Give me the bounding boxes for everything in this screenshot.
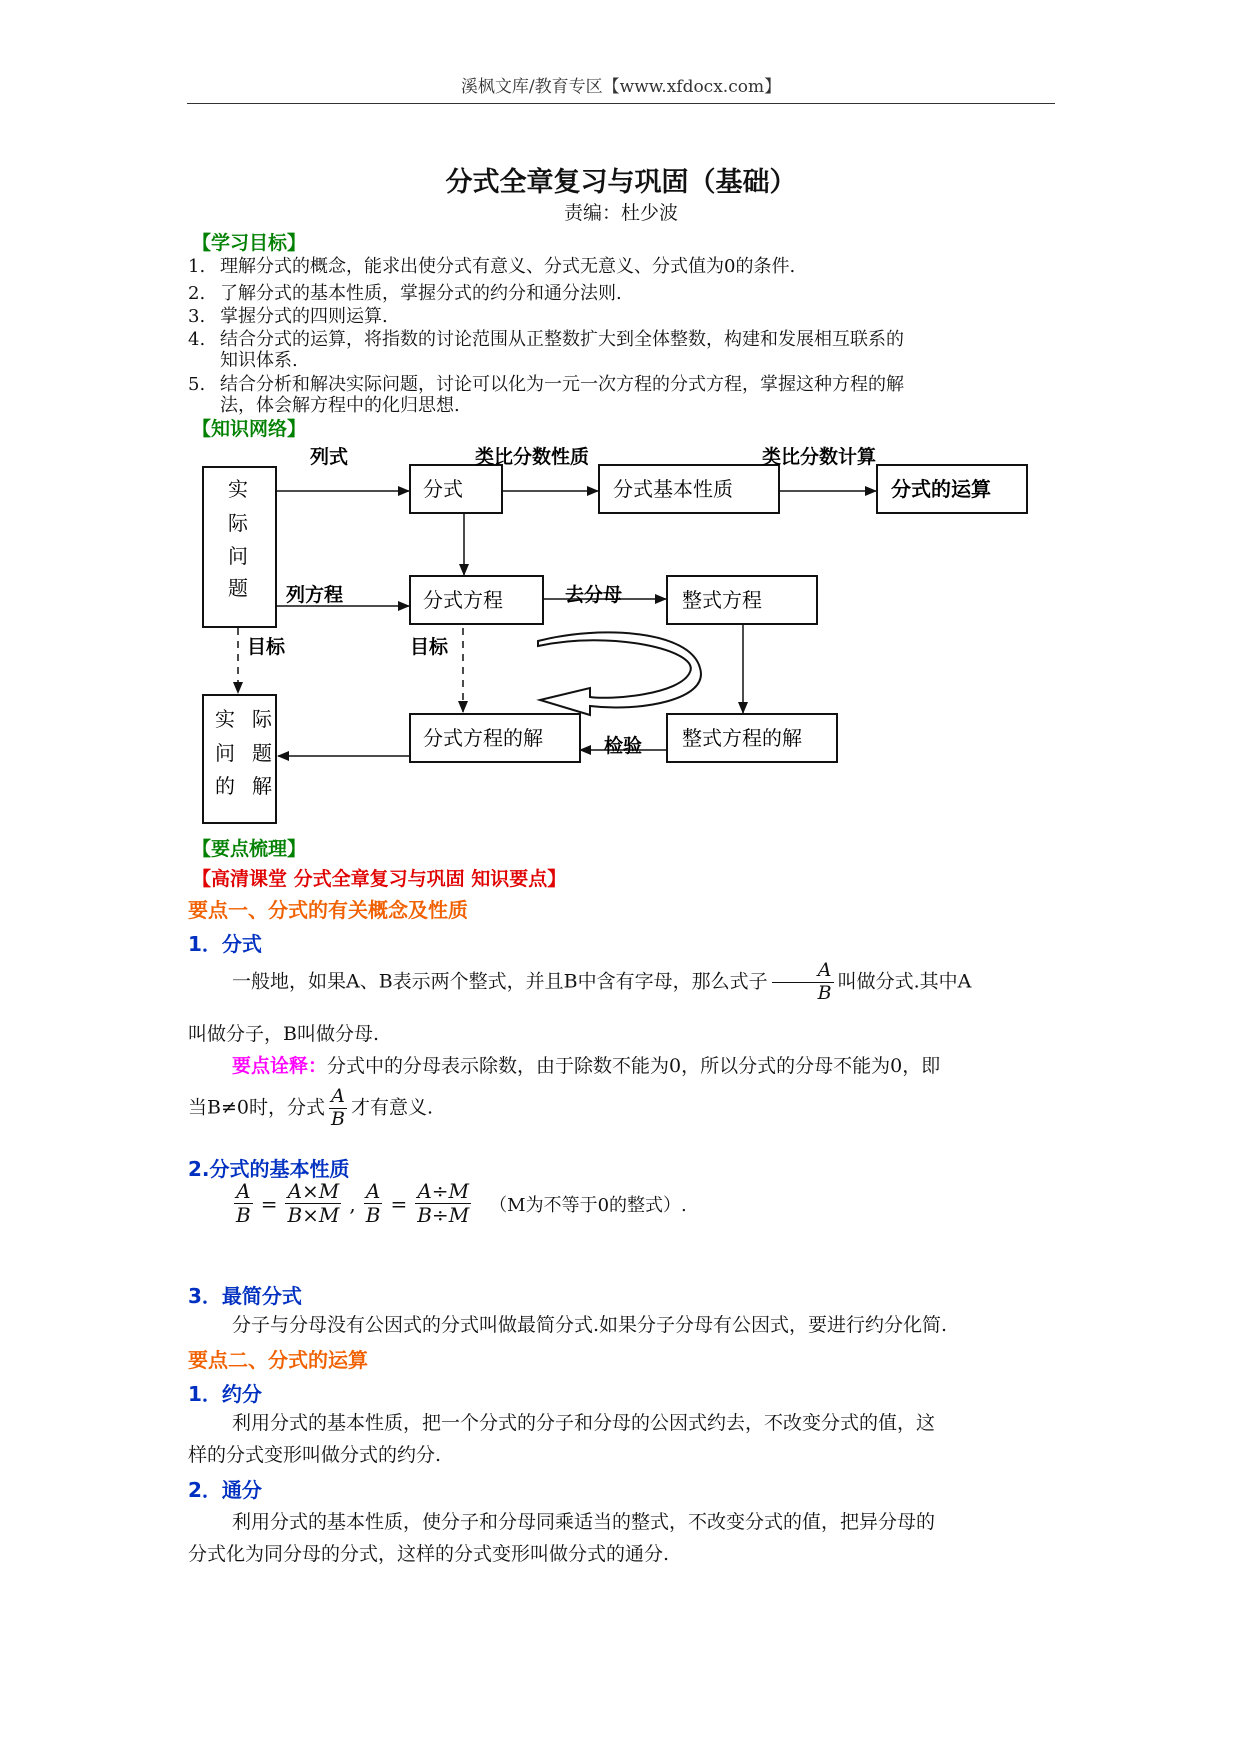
objective-num: 4. bbox=[188, 329, 206, 350]
frac-numerator: A bbox=[329, 1086, 347, 1109]
box-practical-problem-char-1: 实 bbox=[228, 477, 248, 501]
sub3-heading: 3．最简分式 bbox=[188, 1284, 302, 1308]
objective-num: 2. bbox=[188, 283, 206, 304]
reduction-line1: 利用分式的基本性质，把一个分式的分子和分母的公因式约去，不改变分式的值，这 bbox=[232, 1412, 936, 1434]
note-paragraph bbox=[188, 1050, 1058, 1082]
box-practical-problem-char-3: 问 bbox=[228, 544, 248, 568]
network-tag: 【知识网络】 bbox=[192, 418, 307, 440]
frac-denominator: B×M bbox=[287, 1203, 340, 1227]
objectives-tag: 【学习目标】 bbox=[192, 232, 307, 254]
definition-line2: 叫做分子，B叫做分母. bbox=[188, 1023, 380, 1045]
formula-frac-mul bbox=[285, 1180, 341, 1227]
label-analogy-property: 类比分数性质 bbox=[475, 446, 590, 468]
frac-numerator: A×M bbox=[285, 1180, 341, 1204]
label-check: 检验 bbox=[604, 735, 643, 757]
sub2-heading: 2.分式的基本性质 bbox=[188, 1157, 350, 1181]
box-integral-equation-label: 整式方程 bbox=[682, 588, 762, 612]
curved-loop-arrow bbox=[538, 632, 701, 715]
frac-denominator: B bbox=[817, 981, 832, 1004]
note-label: 要点诠释： bbox=[232, 1055, 328, 1077]
fraction-a-over-b bbox=[772, 960, 834, 1005]
box-fraction-label: 分式 bbox=[423, 477, 463, 501]
objective-num: 1. bbox=[188, 256, 206, 277]
basic-property-formula bbox=[230, 1180, 687, 1227]
editor-line: 责编：杜少波 bbox=[563, 202, 678, 224]
label-analogy-calc: 类比分数计算 bbox=[762, 446, 877, 468]
frac-denominator: B bbox=[365, 1203, 381, 1227]
keypoints-tag: 【要点梳理】 bbox=[192, 838, 307, 860]
objective-continuation: 法，体会解方程中的化归思想. bbox=[220, 395, 460, 416]
document-title: 分式全章复习与巩固（基础） bbox=[445, 167, 797, 198]
frac-numerator: A bbox=[364, 1180, 383, 1204]
equals-sign: = bbox=[390, 1191, 408, 1216]
common-denominator-line1: 利用分式的基本性质，使分子和分母同乘适当的整式，不改变分式的值，把异分母的 bbox=[232, 1511, 936, 1533]
box-fraction-equation-solution-label: 分式方程的解 bbox=[423, 726, 543, 750]
formula-note: （M为不等于0的整式）. bbox=[489, 1194, 687, 1216]
note-line2-before: 当B≠0时，分式 bbox=[188, 1096, 325, 1119]
frac-numerator: A bbox=[234, 1180, 253, 1204]
note-line2 bbox=[188, 1086, 1058, 1131]
formula-frac-a-b bbox=[234, 1180, 253, 1227]
equals-sign: = bbox=[260, 1191, 278, 1216]
section2-heading: 要点二、分式的运算 bbox=[188, 1348, 368, 1372]
label-goal-left: 目标 bbox=[247, 636, 286, 658]
box-practical-solution-char-5: 的 bbox=[215, 774, 235, 798]
fraction-a-over-b-2 bbox=[329, 1086, 347, 1131]
box-practical-problem-char-2: 际 bbox=[228, 511, 248, 535]
frac-numerator: A÷M bbox=[415, 1180, 471, 1204]
reduction-line2: 样的分式变形叫做分式的约分. bbox=[188, 1444, 442, 1466]
section1-heading: 要点一、分式的有关概念及性质 bbox=[188, 898, 468, 922]
box-operations-label: 分式的运算 bbox=[891, 477, 991, 501]
common-denominator-line2: 分式化为同分母的分式，这样的分式变形叫做分式的通分. bbox=[188, 1543, 670, 1565]
definition-text-after: 叫做分式.其中A bbox=[837, 970, 972, 993]
formula-frac-a-b-2 bbox=[364, 1180, 383, 1227]
box-practical-solution-char-3: 问 bbox=[215, 741, 235, 765]
box-practical-problem-char-4: 题 bbox=[228, 576, 248, 600]
label-remove-denominator: 去分母 bbox=[565, 584, 623, 606]
objective-text: 理解分式的概念，能求出使分式有意义、分式无意义、分式值为0的条件. bbox=[220, 256, 796, 277]
objective-text: 了解分式的基本性质，掌握分式的约分和通分法则. bbox=[220, 283, 622, 304]
label-goal-mid: 目标 bbox=[410, 636, 449, 658]
formula-frac-div bbox=[415, 1180, 471, 1227]
box-practical-solution-char-4: 题 bbox=[252, 741, 272, 765]
frac-denominator: B÷M bbox=[417, 1203, 470, 1227]
objective-text: 结合分析和解决实际问题，讨论可以化为一元一次方程的分式方程，掌握这种方程的解 bbox=[220, 374, 904, 395]
box-fraction-equation-label: 分式方程 bbox=[423, 588, 503, 612]
box-practical-solution-char-2: 际 bbox=[252, 707, 272, 731]
frac-numerator: A bbox=[772, 960, 834, 983]
box-integral-equation-solution-label: 整式方程的解 bbox=[682, 726, 802, 750]
frac-denominator: B bbox=[330, 1107, 345, 1130]
common-denominator-heading: 2．通分 bbox=[188, 1478, 262, 1502]
note-line2-after: 才有意义. bbox=[350, 1096, 433, 1119]
sub1-heading: 1．分式 bbox=[188, 932, 262, 956]
frac-denominator: B bbox=[236, 1203, 251, 1227]
definition-text-before: 一般地，如果A、B表示两个整式，并且B中含有字母，那么式子 bbox=[232, 970, 768, 993]
reduction-heading: 1．约分 bbox=[188, 1382, 262, 1406]
comma: , bbox=[349, 1191, 356, 1216]
box-basic-property-label: 分式基本性质 bbox=[613, 477, 733, 501]
objective-text: 结合分式的运算，将指数的讨论范围从正整数扩大到全体整数，构建和发展相互联系的 bbox=[220, 329, 904, 350]
label-lie-fangcheng: 列方程 bbox=[286, 584, 344, 606]
simplest-fraction-text: 分子与分母没有公因式的分式叫做最简分式.如果分子分母有公因式，要进行约分化简. bbox=[232, 1314, 948, 1336]
objective-num: 5. bbox=[188, 374, 206, 395]
box-practical-solution-char-6: 解 bbox=[252, 774, 272, 798]
note-text: 分式中的分母表示除数，由于除数不能为0，所以分式的分母不能为0，即 bbox=[327, 1055, 941, 1077]
fraction-definition bbox=[188, 960, 1058, 1005]
objective-continuation: 知识体系. bbox=[220, 350, 298, 371]
objective-num: 3. bbox=[188, 306, 206, 327]
objective-text: 掌握分式的四则运算. bbox=[220, 306, 388, 327]
label-lie-shi: 列式 bbox=[310, 446, 349, 468]
class-tag: 【高清课堂 分式全章复习与巩固 知识要点】 bbox=[192, 868, 567, 890]
box-practical-solution-char-1: 实 bbox=[215, 707, 235, 731]
header-text: 溪枫文库/教育专区【www.xfdocx.com】 bbox=[460, 77, 782, 97]
